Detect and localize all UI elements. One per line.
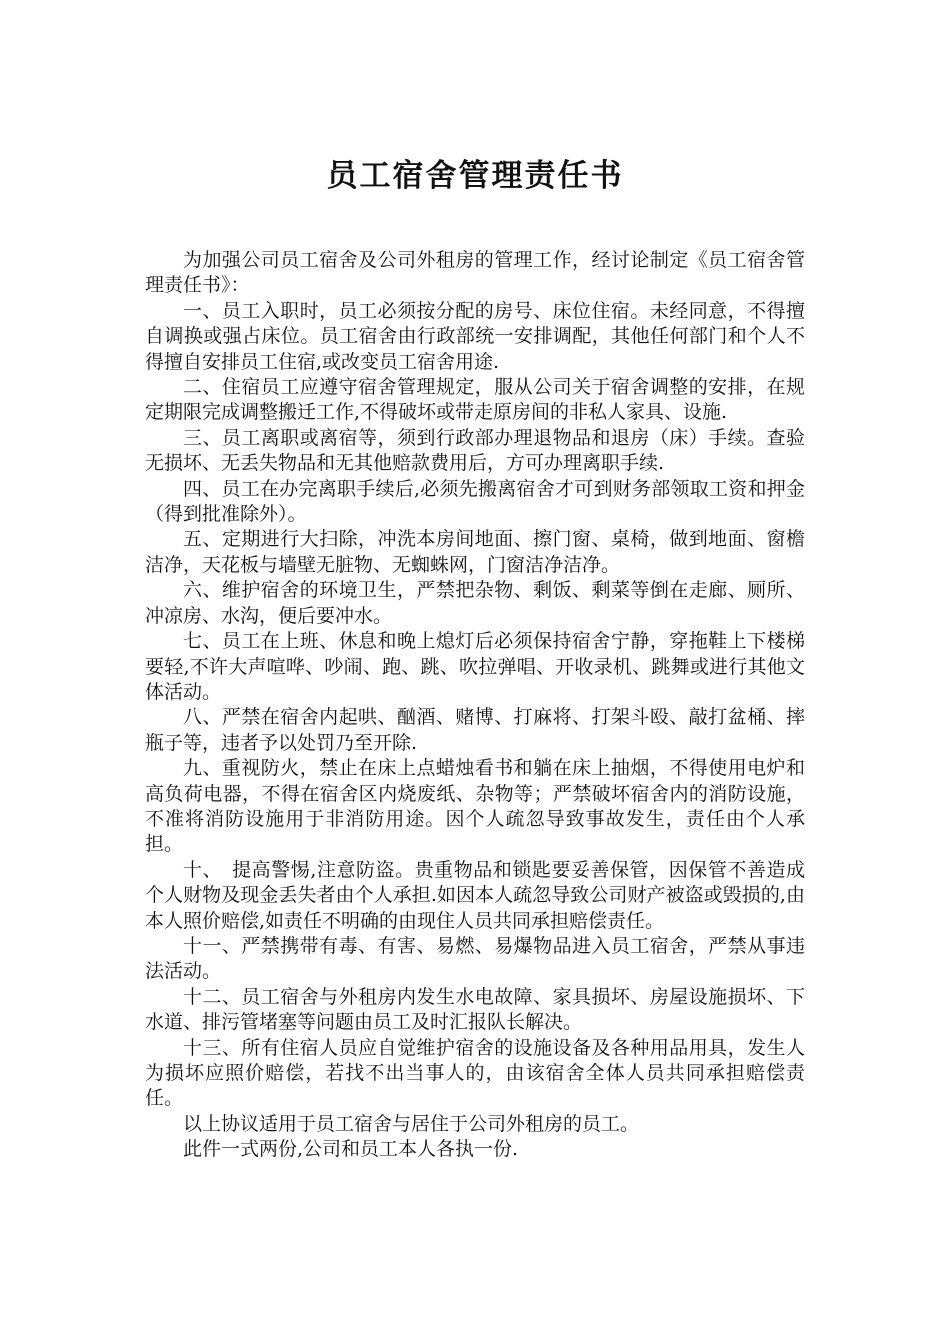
paragraph-clause-5: 五、定期进行大扫除，冲洗本房间地面、擦门窗、桌椅，做到地面、窗檐洁净，天花板与墙壁无脏物、无蜘蛛网，门窗洁净洁净。	[145, 528, 805, 576]
paragraph-copies: 此件一式两份,公司和员工本人各执一份.	[183, 1138, 519, 1161]
paragraph-clause-1: 一、员工入职时，员工必须按分配的房号、床位住宿。未经同意，不得擅自调换或强占床位。员工宿舍由行政部统一安排调配，其他任何部门和个人不得擅自安排员工住宿,或改变员工宿舍用途.	[145, 299, 805, 373]
paragraph-clause-12: 十二、员工宿舍与外租房内发生水电故障、家具损坏、房屋设施损坏、下水道、排污管堵塞等问题由员工及时汇报队长解决。	[145, 985, 805, 1034]
paragraph-clause-4: 四、员工在办完离职手续后,必须先搬离宿舍才可到财务部领取工资和押金（得到批准除外）。	[145, 477, 805, 526]
paragraph-scope: 以上协议适用于员工宿舍与居住于公司外租房的员工。	[183, 1112, 640, 1135]
paragraph-clause-8: 八、严禁在宿舍内起哄、酗酒、赌博、打麻将、打架斗殴、敲打盆桶、摔瓶子等，违者予以处罚乃至开除.	[145, 706, 805, 754]
paragraph-clause-11: 十一、严禁携带有毒、有害、易燃、易爆物品进入员工宿舍，严禁从事违法活动。	[145, 934, 805, 983]
paragraph-clause-13: 十三、所有住宿人员应自觉维护宿舍的设施设备及各种用品用具，发生人为损坏应照价赔偿，若找不出当事人的，由该宿舍全体人员共同承担赔偿责任。	[145, 1036, 805, 1110]
paragraph-clause-9: 九、重视防火，禁止在床上点蜡烛看书和躺在床上抽烟，不得使用电炉和高负荷电器，不得在宿舍区内烧废纸、杂物等；严禁破坏宿舍内的消防设施，不准将消防设施用于非消防用途。因个人疏忽导致事故发生，责任由个人承担。	[145, 757, 805, 856]
paragraph-clause-6: 六、维护宿舍的环境卫生，严禁把杂物、剩饭、剩菜等倒在走廊、厕所、冲凉房、水沟，便后要冲水。	[145, 579, 805, 627]
paragraph-clause-3: 三、员工离职或离宿等，须到行政部办理退物品和退房（床）手续。查验无损坏、无丢失物品和无其他赔款费用后，方可办理离职手续.	[145, 426, 805, 475]
paragraph-clause-10: 十、 提高警惕,注意防盗。贵重物品和锁匙要妥善保管，因保管不善造成个人财物及现金丢失者由个人承担.如因本人疏忽导致公司财产被盗或毁损的,由本人照价赔偿,如责任不明确的由现住人员共同承担赔偿责任。	[145, 858, 805, 932]
paragraph-clause-2: 二、住宿员工应遵守宿舍管理规定，服从公司关于宿舍调整的安排，在规定期限完成调整搬迁工作,不得破坏或带走原房间的非私人家具、设施.	[145, 376, 805, 424]
document-title: 员工宿舍管理责任书	[326, 158, 624, 194]
paragraph-intro: 为加强公司员工宿舍及公司外租房的管理工作，经讨论制定《员工宿舍管理责任书》：	[145, 249, 805, 297]
document-body	[145, 248, 805, 1163]
paragraph-clause-7: 七、员工在上班、休息和晚上熄灯后必须保持宿舍宁静，穿拖鞋上下楼梯要轻,不许大声喧哗、吵闹、跑、跳、吹拉弹唱、开收录机、跳舞或进行其他文体活动。	[145, 630, 805, 703]
